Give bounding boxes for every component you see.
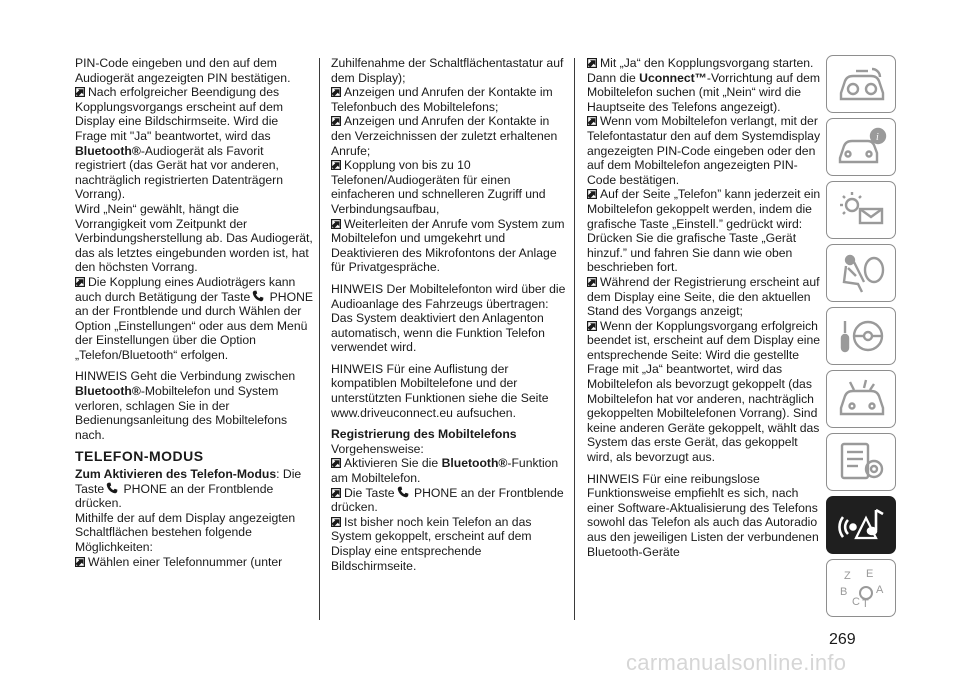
phone-icon — [106, 482, 118, 494]
arrow-bullet-icon — [587, 116, 597, 126]
bullet-item: Wenn vom Mobiltelefon verlangt, mit der Telefontastatur den auf dem Systemdisplay angezeigten PIN-Code eingeben oder den auf dem Mobiltelefon angezeigten PIN-Code bestätigen. — [587, 114, 821, 187]
svg-text:Z: Z — [844, 570, 851, 582]
tab-warning-lights[interactable] — [826, 181, 896, 239]
tab-emergency[interactable] — [826, 370, 896, 428]
bullet-item: Nach erfolgreicher Beendigung des Kopplungsvorgangs erscheint auf dem Display eine Bildschirmseite. Wird die Frage mit "Ja" beantwortet, wird das Bluetooth®-Audiogerät als Favorit registriert (das Gerät hat vor anderen, nachträglich registrierten Datenträgern Vorrang). — [75, 85, 283, 202]
arrow-bullet-icon — [75, 87, 85, 97]
bullet-item: Wenn der Kopplungsvorgang erfolgreich beendet ist, erscheint auf dem Display eine entsprechende Seite: Wird die gestellte Frage mit „Ja“ beantwortet, wird das Mobiltelefon als bevorzugt gekoppelt (das Mobiltelefon hat vor anderen, nachträglich gekoppelten Mobiltelefonen Vorrang). Sind keine anderen Geräte gekoppelt, wählt das System das erste Gerät, das gekoppelt wird, als bevorzugt aus. — [587, 318, 821, 465]
tab-car-info[interactable] — [826, 118, 896, 176]
bullet-item: Weiterleiten der Anrufe vom System zum Mobiltelefon und umgekehrt und Deaktivieren des Mikrofontons der Anlage für Privatgespräche. — [331, 216, 565, 275]
svg-text:i: i — [876, 132, 879, 143]
section-heading: TELEFON-MODUS — [75, 448, 204, 465]
arrow-bullet-icon — [331, 458, 341, 468]
tab-index[interactable] — [826, 559, 896, 617]
tab-technical-data[interactable] — [826, 433, 896, 491]
bullet-item: Ist bisher noch kein Telefon an das System gekoppelt, erscheint auf dem Display eine entsprechende Bildschirmseite. — [331, 514, 532, 573]
dashboard-car-icon — [836, 63, 888, 105]
arrow-bullet-icon — [587, 321, 597, 331]
tab-dashboard[interactable] — [826, 55, 896, 113]
svg-text:E: E — [866, 568, 874, 580]
bullet-item: Auf der Seite „Telefon” kann jederzeit ein Mobiltelefon gekoppelt werden, indem die grafische Taste „Einstell.” gedrückt wird: Drücken Sie die grafische Taste „Gerät hinzuf.” und fahren Sie dann wie oben beschrieben fort. — [587, 187, 821, 275]
note-paragraph: HINWEIS Für eine reibungslose Funktionsweise empfiehlt es sich, nach einer Software-Aktualisierung des Telefons sowohl das Telefon als auch das Autoradio aus den jeweiligen Listen der verbundenen Bluetooth-Geräte — [587, 471, 819, 559]
multimedia-icon — [836, 504, 888, 546]
paragraph: Vorgehensweise: — [331, 441, 424, 456]
car-info-icon — [836, 126, 888, 168]
paragraph: Mithilfe der auf dem Display angezeigten Schaltflächen bestehen folgende Möglichkeiten: — [75, 510, 296, 554]
bullet-item: Die Taste PHONE an der Frontblende drücken. — [331, 485, 564, 515]
svg-text:T: T — [862, 598, 869, 609]
tab-starting-driving[interactable] — [826, 307, 896, 365]
column-divider-1 — [319, 58, 320, 620]
note-paragraph: HINWEIS Für eine Auflistung der kompatiblen Mobiltelefone und der unterstützten Funktionen siehe die Seite www.driveuconnect.eu aufsuchen. — [331, 361, 549, 420]
phone-icon — [252, 290, 264, 302]
bullet-item: Anzeigen und Anrufen der Kontakte in den Verzeichnissen der zuletzt erhaltenen Anrufe; — [331, 114, 558, 158]
arrow-bullet-icon — [75, 277, 85, 287]
note-paragraph: HINWEIS Der Mobiltelefonton wird über die Audioanlage des Fahrzeugs übertragen: Das System deaktiviert den Anlagenton automatisch, wenn die Funktion Telefon verwendet wird. — [331, 281, 566, 355]
paragraph: Zum Aktivieren des Telefon-Modus: Die Taste PHONE an der Frontblende drücken. — [75, 467, 302, 511]
paragraph: Zuhilfenahme der Schaltflächentastatur auf dem Display); — [331, 56, 564, 85]
technical-data-icon — [836, 441, 888, 483]
bullet-item: Anzeigen und Anrufen der Kontakte im Telefonbuch des Mobiltelefons; — [331, 85, 553, 114]
airbag-seat-icon — [836, 252, 888, 294]
note-paragraph: HINWEIS Geht die Verbindung zwischen Bluetooth®-Mobiltelefon und System verloren, schlagen Sie in der Bedienungsanleitung des Mobiltelefons nach. — [75, 369, 296, 442]
bullet-item: Wählen einer Telefonnummer (unter — [75, 555, 313, 570]
paragraph: PIN-Code eingeben und den auf dem Audiogerät angezeigten PIN bestätigen. — [75, 56, 291, 85]
arrow-bullet-icon — [331, 517, 341, 527]
text-column-1 — [75, 56, 313, 569]
index-letters-icon — [836, 567, 888, 609]
text-column-2 — [331, 56, 569, 573]
text-column-3 — [587, 56, 825, 559]
bullet-item: Mit „Ja“ den Kopplungsvorgang starten. Dann die Uconnect™-Vorrichtung auf dem Mobiltelefon suchen (mit „Nein“ wird die Hauptseite des Telefons angezeigt). — [587, 56, 821, 114]
phone-icon — [397, 486, 409, 498]
arrow-bullet-icon — [587, 58, 597, 68]
arrow-bullet-icon — [331, 219, 341, 229]
arrow-bullet-icon — [75, 557, 85, 567]
subsection-heading: Registrierung des Mobiltelefons — [331, 427, 517, 442]
arrow-bullet-icon — [331, 116, 341, 126]
arrow-bullet-icon — [331, 160, 341, 170]
tab-safety[interactable] — [826, 244, 896, 302]
column-divider-2 — [574, 58, 575, 620]
watermark: carmanualsonline.info — [626, 650, 847, 675]
bullet-item: Kopplung von bis zu 10 Telefonen/Audiogeräten für einen einfacheren und schnelleren Zugriff und Verbindungsaufbau, — [331, 158, 546, 216]
car-breakdown-icon — [836, 378, 888, 420]
svg-text:A: A — [876, 584, 884, 596]
svg-text:C: C — [852, 596, 860, 608]
warning-lights-icon — [836, 189, 888, 231]
chapter-tabs — [826, 55, 898, 622]
arrow-bullet-icon — [331, 87, 341, 97]
bullet-item: Die Kopplung eines Audioträgers kann auch durch Betätigung der Taste PHONE an der Frontblende und durch Wählen der Option „Einstellungen“ oder aus dem Menü der Einstellungen über die Option „Telefon/Bluetooth“ erfolgen. — [75, 274, 313, 362]
arrow-bullet-icon — [587, 277, 597, 287]
steering-wheel-tools-icon — [836, 315, 888, 357]
page-number: 269 — [829, 631, 856, 648]
svg-text:B: B — [840, 586, 848, 598]
bullet-item: Während der Registrierung erscheint auf dem Display eine Seite, die den aktuellen Stand des Vorgangs anzeigt; — [587, 274, 820, 319]
paragraph: Wird „Nein“ gewählt, hängt die Vorrangigkeit vom Zeitpunkt der Verbindungsherstellung ab. Das Audiogerät, das als letztes eingebunden worden ist, hat den höchsten Vorrang. — [75, 201, 313, 275]
tab-multimedia[interactable] — [826, 496, 896, 554]
arrow-bullet-icon — [587, 189, 597, 199]
arrow-bullet-icon — [331, 488, 341, 498]
bullet-item: Aktivieren Sie die Bluetooth®-Funktion am Mobiltelefon. — [331, 456, 559, 486]
